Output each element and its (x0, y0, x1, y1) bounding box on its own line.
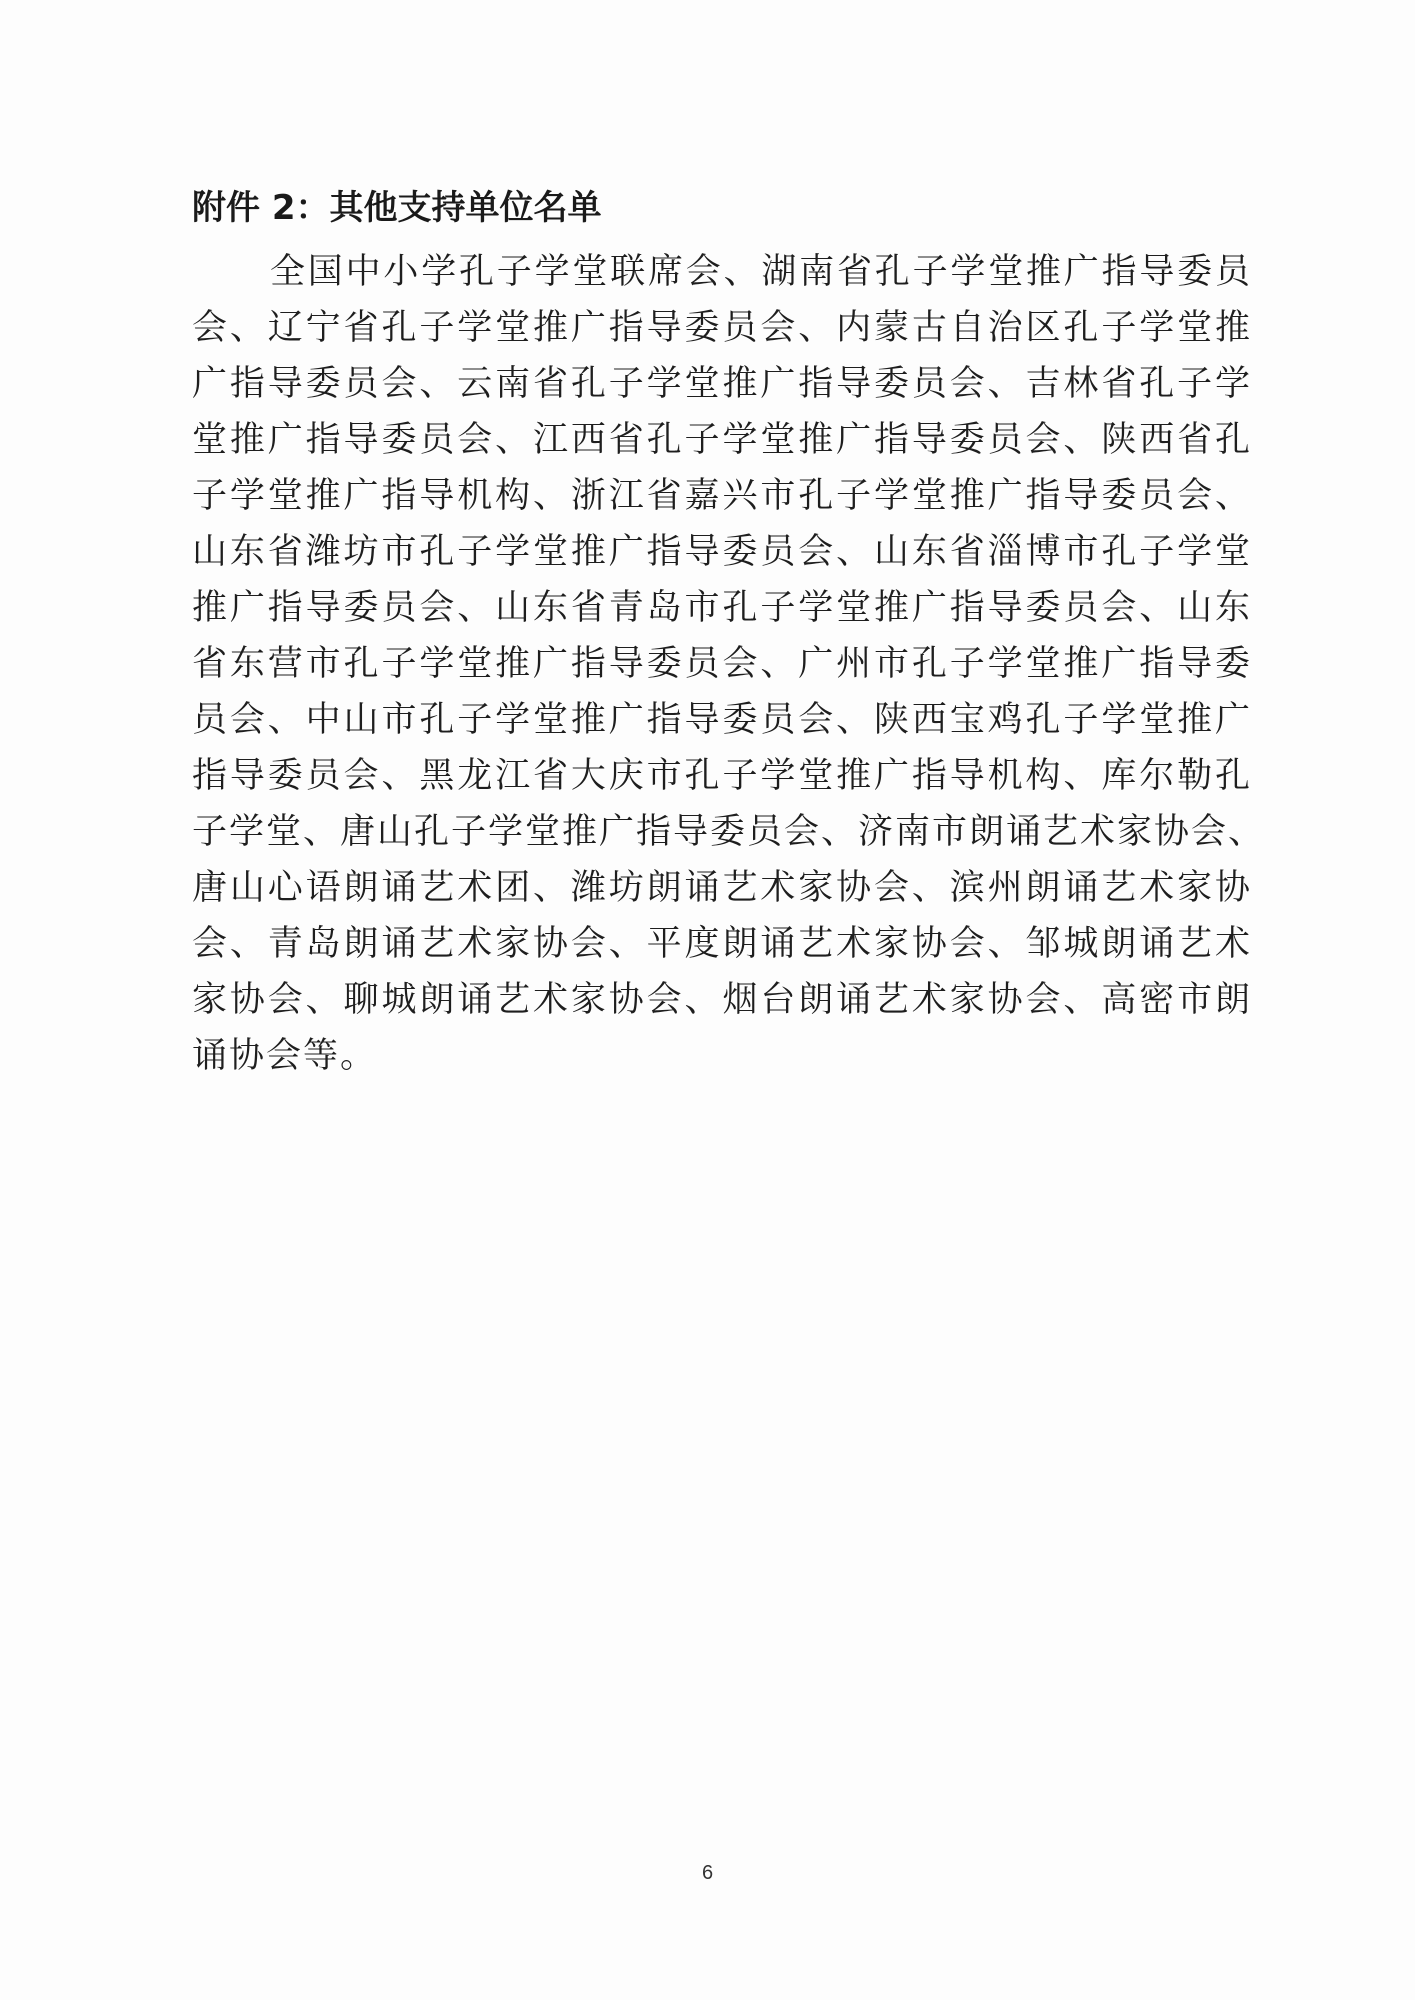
paragraph-line: 子学堂、唐山孔子学堂推广指导委员会、济南市朗诵艺术家协会、 (192, 812, 1266, 852)
support-units-paragraph (192, 244, 1266, 1084)
paragraph-line: 全国中小学孔子学堂联席会、湖南省孔子学堂推广指导委员 (270, 252, 1252, 292)
page-number: 6 (701, 1862, 714, 1884)
paragraph-line: 省东营市孔子学堂推广指导委员会、广州市孔子学堂推广指导委 (192, 644, 1252, 684)
paragraph-line: 会、辽宁省孔子学堂推广指导委员会、内蒙古自治区孔子学堂推 (192, 308, 1252, 348)
paragraph-line: 山东省潍坊市孔子学堂推广指导委员会、山东省淄博市孔子学堂 (192, 532, 1252, 572)
paragraph-line: 员会、中山市孔子学堂推广指导委员会、陕西宝鸡孔子学堂推广 (192, 700, 1252, 740)
attachment-title: 附件 2：其他支持单位名单 (192, 188, 602, 228)
paragraph-line: 家协会、聊城朗诵艺术家协会、烟台朗诵艺术家协会、高密市朗 (192, 980, 1252, 1020)
paragraph-line: 推广指导委员会、山东省青岛市孔子学堂推广指导委员会、山东 (192, 588, 1252, 628)
paragraph-line: 堂推广指导委员会、江西省孔子学堂推广指导委员会、陕西省孔 (192, 420, 1252, 460)
paragraph-line: 唐山心语朗诵艺术团、潍坊朗诵艺术家协会、滨州朗诵艺术家协 (192, 868, 1252, 908)
paragraph-line: 诵协会等。 (192, 1036, 378, 1076)
paragraph-line: 会、青岛朗诵艺术家协会、平度朗诵艺术家协会、邹城朗诵艺术 (192, 924, 1252, 964)
paragraph-line: 指导委员会、黑龙江省大庆市孔子学堂推广指导机构、库尔勒孔 (192, 756, 1252, 796)
paragraph-line: 广指导委员会、云南省孔子学堂推广指导委员会、吉林省孔子学 (192, 364, 1252, 404)
paragraph-line: 子学堂推广指导机构、浙江省嘉兴市孔子学堂推广指导委员会、 (192, 476, 1252, 516)
